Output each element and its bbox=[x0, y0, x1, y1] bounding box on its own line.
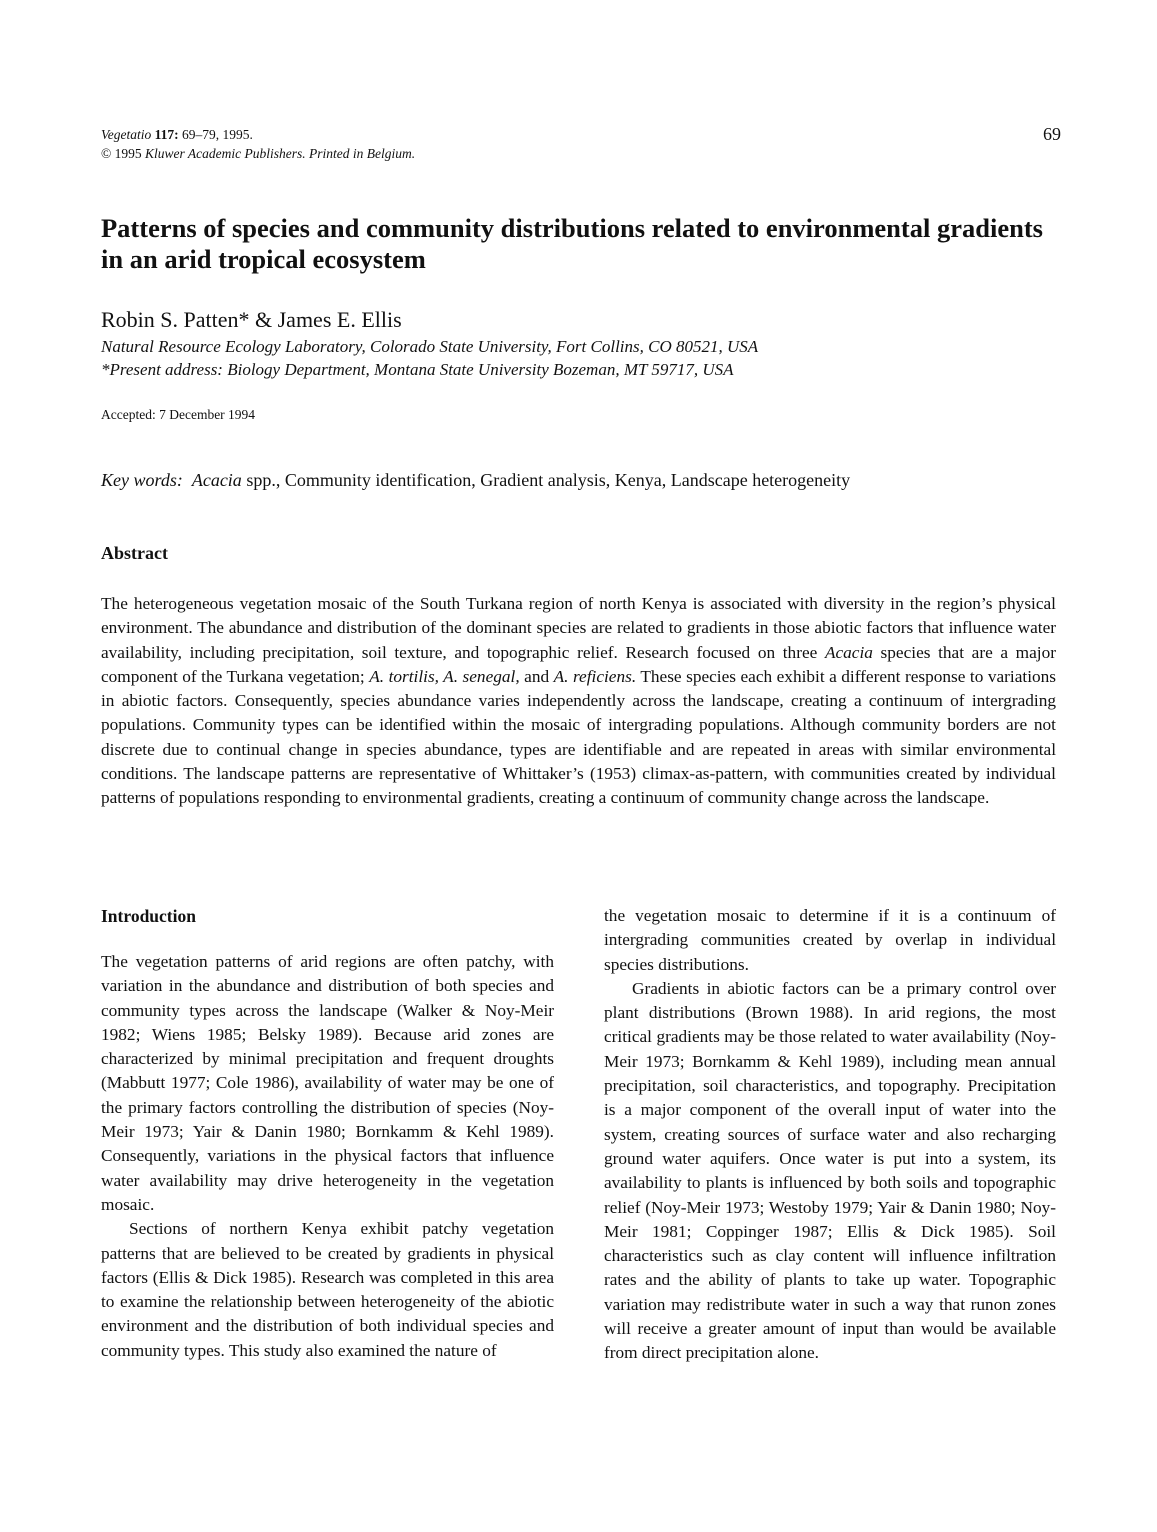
accepted-date: Accepted: 7 December 1994 bbox=[101, 407, 256, 422]
abstract-part: The heterogeneous vegetation mosaic of the South Turkana region of north Kenya is associated with diversity in the region’s physical environment. The abundance and distribution of the dominant species are related to gradients in those abiotic factors that influence water availability, including precipitation, soil texture, and topographic relief. Research focused on three bbox=[101, 594, 1056, 662]
keywords bbox=[101, 468, 1061, 492]
abstract-heading: Abstract bbox=[101, 543, 168, 563]
keywords-list: spp., Community identification, Gradient analysis, Kenya, Landscape heterogeneity bbox=[241, 470, 851, 490]
affiliation-primary: Natural Resource Ecology Laboratory, Colorado State University, Fort Collins, CO 80521, USA bbox=[101, 337, 759, 356]
copyright-line bbox=[101, 144, 1061, 163]
copyright-year: © 1995 bbox=[101, 146, 146, 161]
publisher: Kluwer Academic Publishers. bbox=[145, 146, 306, 161]
abstract-part: These species each exhibit a different response to variations in abiotic factors. Consequently, species abundance varies independently across the landscape, creating a continuum of intergrading populations. Community types can be identified within the mosaic of intergrading populations. Although community borders are not discrete due to continual change in species abundance, types are identifiable and are repeated in areas with similar environmental conditions. The landscape patterns are representative of Whittaker’s (1953) climax-as-pattern, with communities created by individual patterns of populations responding to environmental gradients, creating a continuum of community change across the landscape. bbox=[101, 666, 1056, 808]
journal-name: Vegetatio bbox=[101, 127, 152, 142]
journal-citation bbox=[101, 125, 1061, 144]
abstract-italic-acacia: Acacia bbox=[824, 642, 873, 662]
intro-paragraph: Gradients in abiotic factors can be a primary control over plant distributions (Brown 1988). In arid regions, the most critical gradients may be those related to water availability (Noy-Meir 1973; Bornkamm & Kehl 1989), including mean annual precipitation, soil characteristics, and topography. Precipitation is a major component of the overall input of water into the system, creating sources of surface water and also recharging ground water aquifers. Once water is put into a system, its availability to plants is influenced by both soils and topographic relief (Noy-Meir 1973; Westoby 1979; Yair & Danin 1980; Noy-Meir 1981; Coppinger 1987; Ellis & Dick 1985). Soil characteristics such as clay content will influence infiltration rates and the ability of plants to take up water. Topographic variation may redistribute water in such a way that runon zones will receive a greater amount of input than would be available from direct precipitation alone. bbox=[604, 978, 1056, 1363]
keywords-label: Key words: bbox=[101, 470, 183, 490]
introduction-heading: Introduction bbox=[101, 906, 196, 926]
right-column bbox=[604, 904, 1056, 1366]
page-number: 69 bbox=[1043, 124, 1061, 144]
journal-header bbox=[101, 125, 1061, 163]
abstract-text bbox=[101, 592, 1056, 811]
intro-paragraph: Sections of northern Kenya exhibit patchy vegetation patterns that are believed to be created by gradients in physical factors (Ellis & Dick 1985). Research was completed in this area to examine the relationship between heterogeneity of the abiotic environment and the distribution of both individual species and community types. This study also examined the nature of bbox=[101, 1219, 554, 1360]
left-column bbox=[101, 904, 554, 1363]
affiliation-present-address: *Present address: Biology Department, Montana State University Bozeman, MT 59717, USA bbox=[101, 360, 734, 379]
keyword-acacia: Acacia bbox=[191, 470, 242, 490]
article-title: Patterns of species and community distributions related to environmental gradients in an arid tropical ecosystem bbox=[101, 213, 1043, 274]
abstract-italic-species: A. tortilis, A. senegal, bbox=[369, 666, 520, 686]
intro-paragraph: the vegetation mosaic to determine if it is a continuum of intergrading communities created by overlap in individual species distributions. bbox=[604, 906, 1056, 974]
authors: Robin S. Patten* & James E. Ellis bbox=[101, 307, 402, 332]
abstract-part: species that are a major component of the Turkana vegetation; bbox=[101, 642, 1056, 686]
journal-pages-year: 69–79, 1995. bbox=[178, 127, 253, 142]
abstract-italic-species: A. reficiens. bbox=[553, 666, 637, 686]
journal-volume: 117: bbox=[154, 127, 179, 142]
printed-in: Printed in Belgium. bbox=[305, 146, 416, 161]
abstract-part: and bbox=[519, 666, 554, 686]
affiliations bbox=[101, 335, 1061, 381]
intro-paragraph: The vegetation patterns of arid regions are often patchy, with variation in the abundance and distribution of both species and community types across the landscape (Walker & Noy-Meir 1982; Wiens 1985; Belsky 1989). Because arid zones are characterized by minimal precipitation and frequent droughts (Mabbutt 1977; Cole 1986), availability of water may be one of the primary factors controlling the distribution of species (Noy-Meir 1973; Yair & Danin 1980; Bornkamm & Kehl 1989). Consequently, variations in the physical factors that influence water availability may drive heterogeneity in the vegetation mosaic. bbox=[101, 952, 554, 1214]
